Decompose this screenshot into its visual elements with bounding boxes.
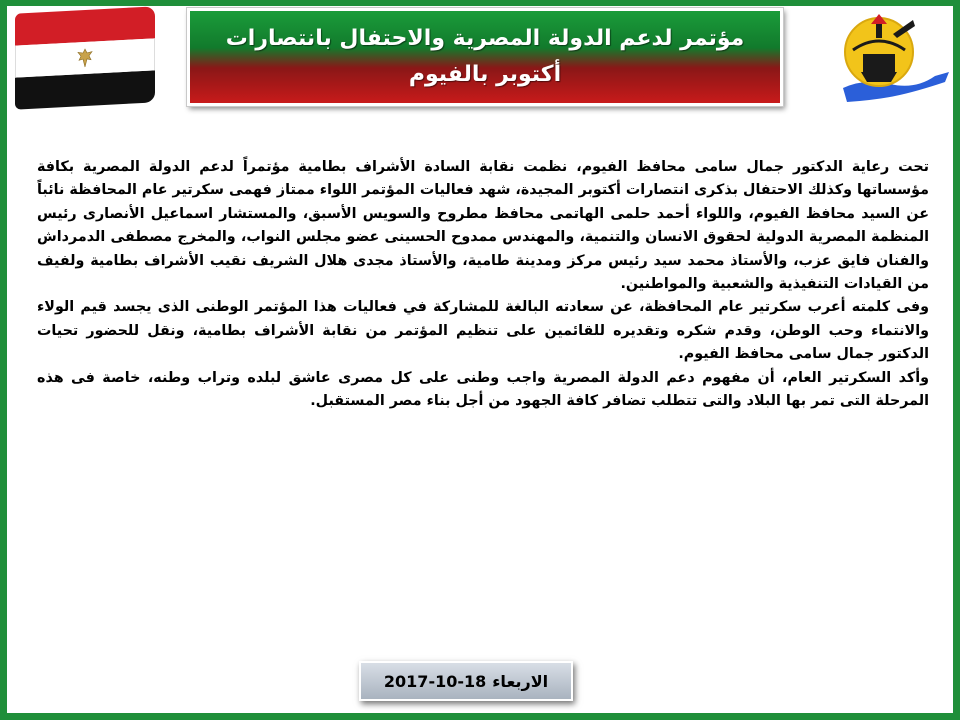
article-paragraph-2: وفى كلمته أعرب سكرتير عام المحافظة، عن سعادته البالغة للمشاركة في فعاليات هذا المؤتمر الوطنى الذى يجسد قيم الولاء والانتماء وحب الوطن، وقدم شكره وتقديره للقائمين على تنظيم المؤتمر من نقابة الأشراف بطامية، ونقل للحضور تحيات الدكتور جمال سامى محافظ الفيوم.: [37, 299, 929, 363]
article-paragraph-1: تحت رعاية الدكتور جمال سامى محافظ الفيوم، نظمت نقابة السادة الأشراف بطامية مؤتمراً لدعم الدولة المصرية بكافة مؤسساتها وكذلك الاحتفال بذكرى انتصارات أكتوبر المجيدة، شهد فعاليات المؤتمر اللواء ممتاز فهمى سكرتير عام المحافظة نائباً عن السيد محافظ الفيوم، واللواء أحمد حلمى الهاتمى محافظ مطروح والسويس الأسبق، والمستشار اسماعيل الأنصارى رئيس المنظمة المصرية الدولية لحقوق الانسان والتنمية، والمهندس ممدوح الحسينى عضو مجلس النواب، والمخرج مصطفى الدمرداش والفنان فايق عزب، والأستاذ محمد سيد رئيس مركز ومدينة طامية، والأستاذ مجدى هلال الشريف نقيب الأشراف بطامية ولفيف من القيادات التنفيذية والشعبية والمواطنين.: [37, 159, 929, 293]
date-value: 2017-10-18: [383, 671, 487, 691]
title-line-1: مؤتمر لدعم الدولة المصرية والاحتفال بانتصارات: [225, 26, 745, 51]
date-badge: [359, 661, 573, 701]
page-title: [187, 8, 783, 106]
date-weekday: الاربعاء: [492, 671, 549, 691]
eagle-icon: [74, 46, 96, 69]
fayoum-logo-icon: [835, 10, 955, 110]
article-paragraph-3: وأكد السكرتير العام، أن مفهوم دعم الدولة المصرية واجب وطنى على كل مصرى عاشق لبلده وتراب وطنه، خاصة فى هذه المرحلة التى تمر بها البلاد والتى تتطلب تضافر كافة الجهود من أجل بناء مصر المستقبل.: [37, 369, 929, 410]
page-canvas: [7, 6, 953, 713]
article-body: [37, 156, 929, 413]
egypt-flag-icon: [15, 6, 155, 109]
title-line-2: أكتوبر بالفيوم: [408, 62, 562, 87]
